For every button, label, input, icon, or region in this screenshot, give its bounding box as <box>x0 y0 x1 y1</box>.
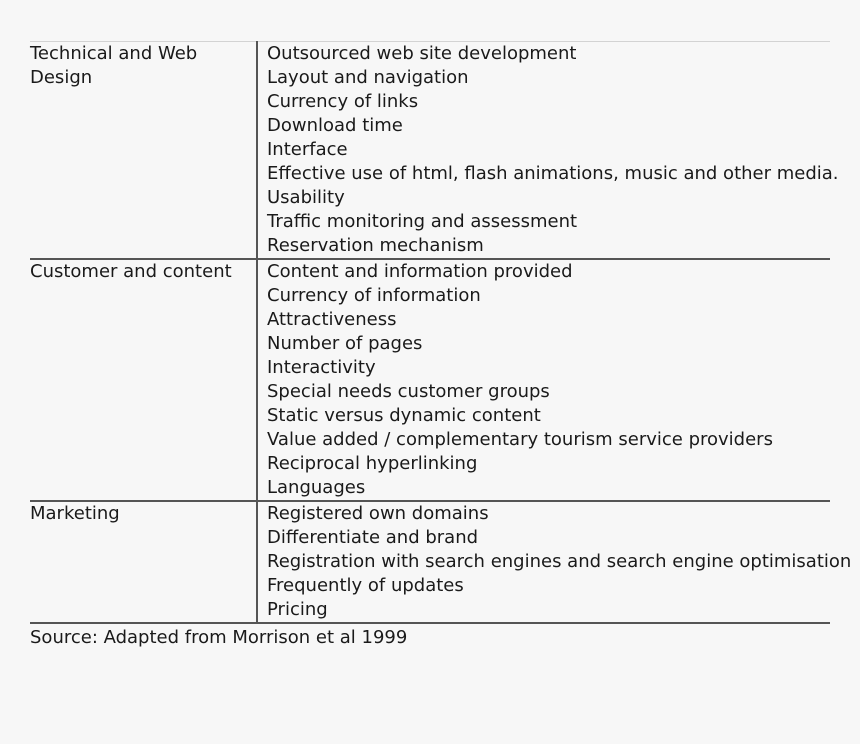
category-label-continued: Design <box>30 67 93 88</box>
list-item: Differentiate and brand <box>267 527 479 548</box>
list-item: Registered own domains <box>267 503 489 524</box>
items-cell <box>257 501 852 623</box>
category-cell <box>30 42 257 260</box>
category-label: Customer and content <box>30 261 232 282</box>
source-note: Source: Adapted from Morrison et al 1999 <box>30 627 408 648</box>
list-item: Usability <box>267 187 345 208</box>
document-body <box>30 41 852 650</box>
category-label: Marketing <box>30 503 120 524</box>
list-item: Currency of information <box>267 285 481 306</box>
list-item: Static versus dynamic content <box>267 405 541 426</box>
category-cell <box>30 501 257 623</box>
list-item: Languages <box>267 477 366 498</box>
list-item: Registration with search engines and search engine optimisation <box>267 551 852 572</box>
table-row <box>30 42 830 260</box>
list-item: Frequently of updates <box>267 575 464 596</box>
list-item: Interface <box>267 139 348 160</box>
category-label: Technical and Web <box>30 43 198 64</box>
list-item: Pricing <box>267 599 328 620</box>
list-item: Reservation mechanism <box>267 235 484 256</box>
list-item: Reciprocal hyperlinking <box>267 453 478 474</box>
list-item: Layout and navigation <box>267 67 469 88</box>
table-row <box>30 259 830 501</box>
list-item: Traffic monitoring and assessment <box>267 211 578 232</box>
items-cell <box>257 259 830 501</box>
list-item: Number of pages <box>267 333 423 354</box>
category-cell <box>30 259 257 501</box>
list-item: Attractiveness <box>267 309 397 330</box>
list-item: Special needs customer groups <box>267 381 550 402</box>
list-item: Currency of links <box>267 91 419 112</box>
list-item: Download time <box>267 115 403 136</box>
list-item: Content and information provided <box>267 261 573 282</box>
list-item: Outsourced web site development <box>267 43 577 64</box>
criteria-table <box>30 41 852 624</box>
list-item: Value added / complementary tourism service providers <box>267 429 773 450</box>
items-cell <box>257 42 839 260</box>
table-row <box>30 501 830 623</box>
list-item: Interactivity <box>267 357 376 378</box>
list-item: Effective use of html, flash animations, music and other media. <box>267 163 839 184</box>
